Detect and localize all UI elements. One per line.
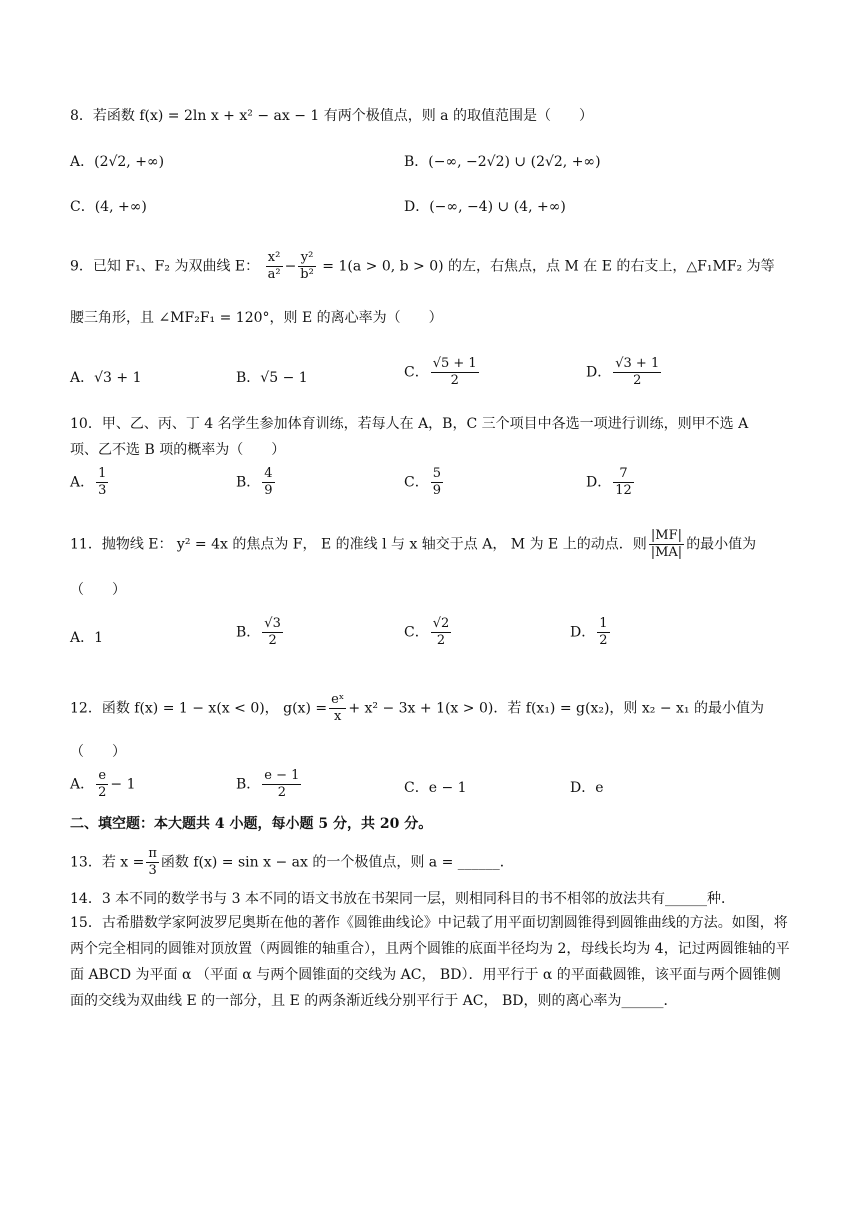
fraction-numerator: y² <box>298 250 316 267</box>
option-label: C． <box>404 624 429 641</box>
option-fraction <box>597 616 609 649</box>
fraction-numerator: 4 <box>264 466 273 481</box>
question-9-fraction-y <box>298 250 316 283</box>
option-tail: − 1 <box>110 776 136 793</box>
option-fraction <box>96 768 108 801</box>
fraction-denominator: 2 <box>599 633 608 648</box>
question-11-option-b <box>236 616 285 649</box>
fraction-numerator: √3 <box>264 616 281 631</box>
question-10-option-c <box>404 466 445 499</box>
option-label: A． <box>70 776 95 793</box>
fraction-denominator: 2 <box>436 633 446 648</box>
question-11-paren: （ ） <box>70 582 126 598</box>
question-9-option-d <box>586 356 663 389</box>
question-13-stem <box>70 846 514 879</box>
question-9-fraction-x <box>266 250 283 283</box>
option-fraction <box>262 616 283 649</box>
fraction-numerator: π <box>148 846 157 861</box>
question-9-option-c <box>404 356 481 389</box>
option-fraction <box>431 466 443 499</box>
question-10-stem-line2: 项、乙不选 B 项的概率为（ ） <box>70 442 286 458</box>
option-fraction <box>262 466 274 499</box>
question-13-fraction <box>146 846 159 879</box>
fraction-denominator: b² <box>300 267 314 282</box>
question-13-post: 函数 f(x) = sin x − ax 的一个极值点，则 a = ______． <box>160 854 514 871</box>
fraction-numerator: √5 + 1 <box>432 356 477 371</box>
question-8-option-b: B．(−∞, −2√2) ∪ (2√2, +∞) <box>404 154 601 170</box>
option-label: C． <box>404 474 429 491</box>
question-12-fraction <box>329 692 346 725</box>
question-12-option-a <box>70 768 136 801</box>
option-fraction <box>613 466 634 499</box>
option-label: B． <box>236 624 261 641</box>
fraction-numerator: e − 1 <box>264 768 300 783</box>
question-11-stem-pre: 11．抛物线 E： y² = 4x 的焦点为 F， E 的准线 l 与 x 轴交于点 A， M 为 E 上的动点．则 <box>70 536 647 553</box>
question-11-option-a: A．1 <box>70 630 104 646</box>
fraction-denominator: 2 <box>633 373 642 388</box>
option-fraction <box>431 356 479 389</box>
question-9-stem-pre: 9．已知 F₁、F₂ 为双曲线 E： <box>70 258 260 275</box>
question-14-stem: 14．3 本不同的数学书与 3 本不同的语文书放在书架同一层，则相同科目的书不相邻的放法共有______种． <box>70 891 735 907</box>
option-label: B． <box>236 776 261 793</box>
option-label: C． <box>404 364 429 381</box>
question-11-option-c <box>404 616 453 649</box>
question-12-stem-post: + x² − 3x + 1(x > 0)．若 f(x₁) = g(x₂)，则 x₂ − x₁ 的最小值为 <box>348 700 764 717</box>
fraction-numerator: 1 <box>98 466 107 481</box>
option-label: B． <box>236 474 261 491</box>
fraction-denominator: 3 <box>98 483 107 498</box>
option-fraction <box>613 356 661 389</box>
fraction-denominator: |MA| <box>650 545 683 560</box>
question-12-option-d: D．e <box>570 780 604 796</box>
fraction-denominator: x <box>334 709 342 724</box>
option-label: A． <box>70 474 95 491</box>
option-fraction <box>96 466 108 499</box>
question-9-stem-post: = 1(a > 0, b > 0) 的左，右焦点，点 M 在 E 的右支上，△F₁MF₂ 为等 <box>322 258 775 275</box>
question-10-option-a <box>70 466 110 499</box>
question-8-stem: 8．若函数 f(x) = 2ln x + x² − ax − 1 有两个极值点，则 a 的取值范围是（ ） <box>70 108 593 124</box>
fraction-denominator: 12 <box>615 483 632 498</box>
fraction-numerator: |MF| <box>649 528 684 545</box>
option-fraction <box>431 616 452 649</box>
question-9-stem-line1: 9．已知 F₁、F₂ 为双曲线 E： $\frac{\text{x²}}{\text{a²}}$ − $\frac{\text{y²}}{\text{b²}}$ = 1(a > 0, b > 0) 的左，右焦点，点 M 在 E 的右支上，△F₁MF₂ 为等 <box>70 250 775 282</box>
fraction-denominator: 3 <box>148 863 157 878</box>
question-10-stem-line1: 10．甲、乙、丙、丁 4 名学生参加体育训练，若每人在 A，B，C 三个项目中各选一项进行训练，则甲不选 A <box>70 416 749 432</box>
fraction-numerator: 5 <box>432 466 441 481</box>
question-12-stem <box>70 692 764 725</box>
question-15-stem: 15．古希腊数学家阿波罗尼奥斯在他的著作《圆锥曲线论》中记载了用平面切割圆锥得到圆锥曲线的方法。如图，将两个完全相同的圆锥对顶放置（两圆锥的轴重合），且两个圆锥的底面半径均为 2，母线长均为 4，记过两圆锥轴的平面 ABCD 为平面 α （平面 α 与两个圆锥面的交线为 AC， BD）．用平行于 α 的平面截圆锥，该平面与两个圆锥侧面的交线为双曲线 E 的一部分，且 E 的两条渐近线分别平行于 AC， BD，则的离心率为______． <box>70 915 790 1009</box>
question-8-option-d: D．(−∞, −4) ∪ (4, +∞) <box>404 199 566 215</box>
question-12-option-b <box>236 768 303 801</box>
fraction-denominator: 9 <box>432 483 441 498</box>
option-label: D． <box>586 364 612 381</box>
question-9-option-a: A．√3 + 1 <box>70 370 142 386</box>
question-9-option-b: B．√5 − 1 <box>236 370 308 386</box>
section-heading: 二、填空题：本大题共 4 小题，每小题 5 分，共 20 分。 <box>70 816 433 832</box>
fraction-denominator: 2 <box>450 373 459 388</box>
question-11-option-d <box>570 616 612 649</box>
question-13-pre: 13．若 x = <box>70 854 145 871</box>
fraction-numerator: 1 <box>599 616 608 631</box>
fraction-denominator: a² <box>267 267 281 282</box>
question-8-option-c: C．(4, +∞) <box>70 199 147 215</box>
question-11-stem <box>70 528 756 561</box>
fraction-denominator: 9 <box>264 483 273 498</box>
question-11-stem-post: 的最小值为 <box>686 536 757 553</box>
question-10-option-b <box>236 466 277 499</box>
question-8-option-a: A．(2√2, +∞) <box>70 154 165 170</box>
question-10-option-d <box>586 466 636 499</box>
fraction-numerator: √3 + 1 <box>615 356 660 371</box>
fraction-denominator: 2 <box>98 785 107 800</box>
question-12-stem-pre: 12．函数 f(x) = 1 − x(x < 0)， g(x) = <box>70 700 328 717</box>
option-label: D． <box>570 624 596 641</box>
fraction-numerator: √2 <box>432 616 450 631</box>
fraction-numerator: e <box>96 768 108 785</box>
question-11-fraction <box>649 528 684 561</box>
fraction-denominator: 2 <box>277 785 286 800</box>
fraction-numerator: eˣ <box>331 692 345 707</box>
question-12-paren: （ ） <box>70 744 126 760</box>
fraction-numerator: x² <box>266 250 283 267</box>
option-label: D． <box>586 474 612 491</box>
fraction-denominator: 2 <box>268 633 277 648</box>
option-fraction <box>262 768 301 801</box>
question-9-stem-line2: 腰三角形，且 ∠MF₂F₁ = 120°，则 E 的离心率为（ ） <box>70 310 443 326</box>
question-12-option-c: C．e − 1 <box>404 780 467 796</box>
fraction-numerator: 7 <box>613 466 634 483</box>
